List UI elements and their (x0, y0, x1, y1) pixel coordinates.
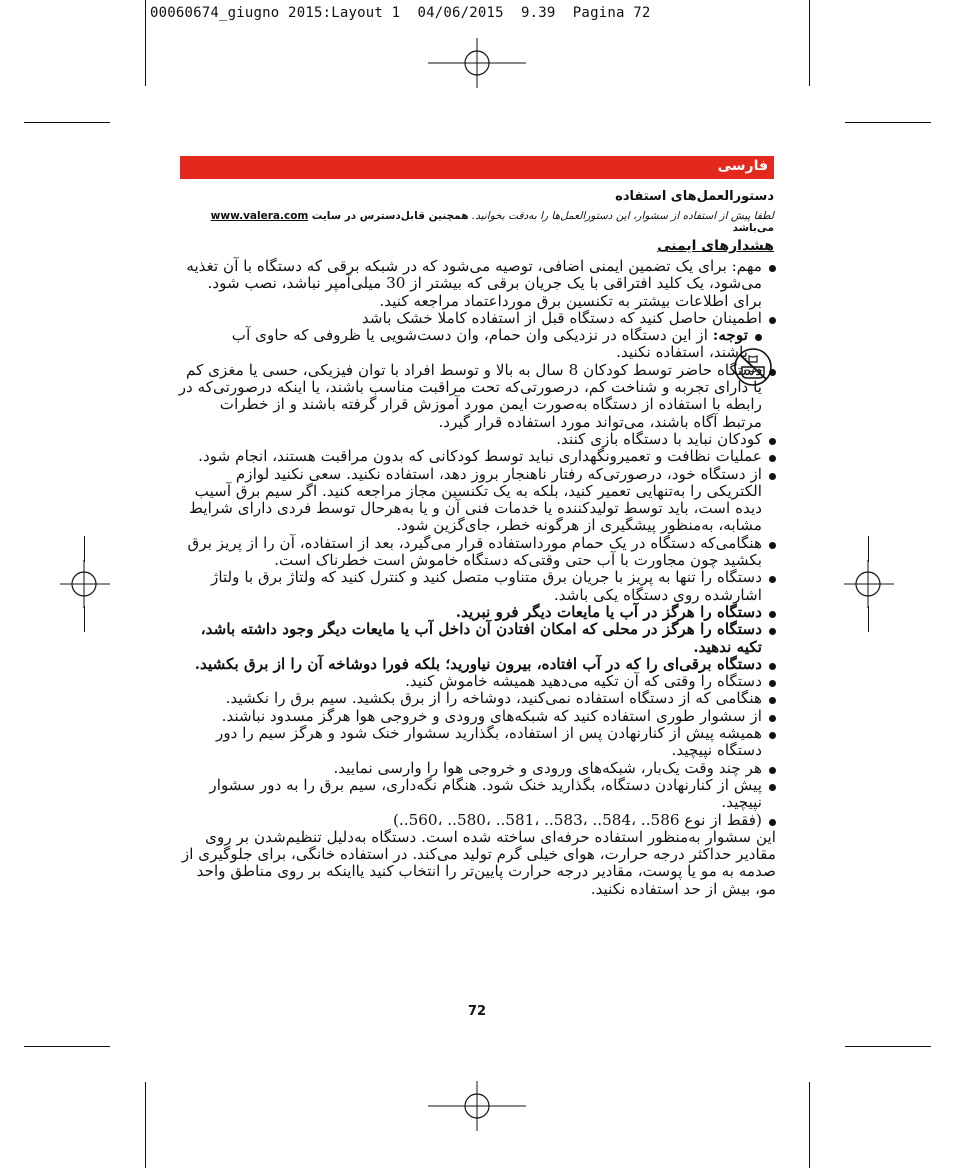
crop-mark (845, 1046, 931, 1047)
list-item: مهم: برای یک تضمین ایمنی اضافی، توصیه می‌شود که در شبکه برقی که دستگاه با آن تغذیه می‌شود، یک کلید افتراقی با یک جریان برقی که بیشتر از 30 میلی‌آمپر نباشد، نصب شود. برای اطلاعات بیشتر به تکنسین برق مورداعتماد مراجعه کنید. (178, 258, 776, 310)
list-item: دستگاه را تنها به پریز با جریان برق متناوب متصل کنید و کنترل کنید که ولتاژ برق با ولتاژ اشارشده روی دستگاه یکی باشد. (178, 569, 776, 604)
crop-mark (845, 122, 931, 123)
registration-mark-icon (60, 560, 110, 608)
list-item (224, 327, 776, 362)
subtitle-note: لطفا پیش از استفاده از سشوار، این دستورالعمل‌ها را به‌دقت بخوانید. (471, 210, 774, 222)
language-header-bar (180, 156, 774, 179)
section-title: هشدارهای ایمنی (657, 238, 774, 254)
print-slug: 00060674_giugno 2015:Layout 1 04/06/2015 9.39 Pagina 72 (150, 5, 651, 21)
crop-mark (868, 536, 869, 562)
list-item: دستگاه حاضر توسط کودکان 8 سال به بالا و توسط افراد با توان فیزیکی، حسی یا مغزی کم یا دارای تجربه و شناخت کم، درصورتی‌که تحت مراقبت مناسب باشند، یا اینکه درصورتی‌که در رابطه با استفاده از دستگاه به‌صورت ایمن مورد آموزش قرار گرفته باشند و از خطرات مرتبط آگاه باشند، می‌تواند مورد استفاده قرار گیرد. (178, 362, 776, 431)
registration-mark-icon (428, 1081, 526, 1131)
website-link[interactable]: www.valera.com (210, 210, 309, 222)
crop-mark (84, 536, 85, 562)
closing-paragraph: این سشوار به‌منظور استفاده حرفه‌ای ساخته شده است. دستگاه به‌دلیل تنظیم‌شدن بر روی مقادیر حداکثر درجه حرارت، هوای خیلی گرم تولید می‌کند. در استفاده خانگی، برای جلوگیری از صدمه به مو یا پوست، مقادیر درجه حرارت پایین‌تر را انتخاب کنید یااینکه بر روی مناطق واحد مو، بیش از حد استفاده نکنید. (181, 827, 776, 898)
list-item: دستگاه برقی‌ای را که در آب افتاده، بیرون نیاورید؛ بلکه فورا دوشاخه آن را از برق بکشید. (178, 656, 776, 673)
subtitle-end: می‌باشد (732, 222, 774, 234)
list-item: از سشوار طوری استفاده کنید که شبکه‌های ورودی و خروجی هوا هرگز مسدود نباشند. (178, 708, 776, 725)
list-item: هنگامی‌که دستگاه در یک حمام مورداستفاده قرار می‌گیرد، بعد از استفاده، آن را از پریز برق بکشید چون مجاورت با آب حتی وقتی‌که دستگاه خاموش است خطرناک است. (178, 535, 776, 570)
warnings-body (178, 258, 776, 898)
list-item: هر چند وقت یک‌بار، شبکه‌های ورودی و خروجی هوا را وارسی نمایید. (178, 760, 776, 777)
warnings-list (178, 258, 776, 829)
registration-mark-icon (844, 560, 894, 608)
crop-mark (84, 606, 85, 632)
registration-mark-icon (428, 38, 526, 88)
list-item: هنگامی که از دستگاه استفاده نمی‌کنید، دوشاخه را از برق بکشید. سیم برق را نکشید. (178, 690, 776, 707)
crop-mark (868, 606, 869, 632)
page-number: 72 (467, 1004, 487, 1019)
crop-mark (809, 1082, 810, 1168)
list-item: دستگاه را هرگز در محلی که امکان افتادن آن داخل آب یا مایعات دیگر وجود داشته باشد، تکیه ندهید. (178, 621, 776, 656)
crop-mark (24, 1046, 110, 1047)
crop-mark (145, 1082, 146, 1168)
subtitle-available: همچنین قابل‌دسترس در سایت (311, 210, 469, 222)
subtitle (174, 210, 774, 234)
list-item: کودکان نباید با دستگاه بازی کنند. (178, 431, 776, 448)
crop-mark (145, 0, 146, 86)
list-item: همیشه پیش از کنارنهادن پس از استفاده، بگذارید سشوار خنک شود و هرگز سیم را دور دستگاه نپیچید. (178, 725, 776, 760)
attention-label: توجه: (712, 326, 748, 345)
list-item: دستگاه را هرگز در آب یا مایعات دیگر فرو نبرید. (178, 604, 776, 621)
language-label: فارسی (717, 158, 768, 174)
page-title: دستورالعمل‌های استفاده (615, 189, 774, 204)
list-item: عملیات نظافت و تعمیرونگهداری نباید توسط کودکانی که بدون مراقبت هستند، انجام شود. (178, 448, 776, 465)
list-item: اطمینان حاصل کنید که دستگاه قبل از استفاده کاملا خشک باشد (178, 310, 776, 327)
list-item: از دستگاه خود، درصورتی‌که رفتار ناهنجار بروز دهد، استفاده نکنید. سعی نکنید لوازم الکتریکی را به‌تنهایی تعمیر کنید، بلکه به یک تکنسین مجاز مراجعه کنید. اگر سیم برق آسیب دیده است، باید توسط تولیدکننده یا خدمات فنی آن و یا به‌هرحال توسط فردی دارای شرایط مشابه، به‌منظور پیشگیری از هرگونه خطر، جای‌گزین شود. (178, 466, 776, 535)
list-item: دستگاه را وقتی که آن تکیه می‌دهید همیشه خاموش کنید. (178, 673, 776, 690)
list-item: (فقط از نوع 586.. ،584.. ،583.. ،581.. ،580.. ،560..) (178, 812, 776, 829)
crop-mark (24, 122, 110, 123)
crop-mark (809, 0, 810, 86)
list-item: پیش از کنارنهادن دستگاه، بگذارید خنک شود. هنگام نگه‌داری، سیم برق را به دور سشوار نپیچید. (178, 777, 776, 812)
attention-text: از این دستگاه در نزدیکی وان حمام، وان دست‌شویی یا ظروفی که حاوی آب باشند، استفاده نکنید. (231, 326, 748, 362)
